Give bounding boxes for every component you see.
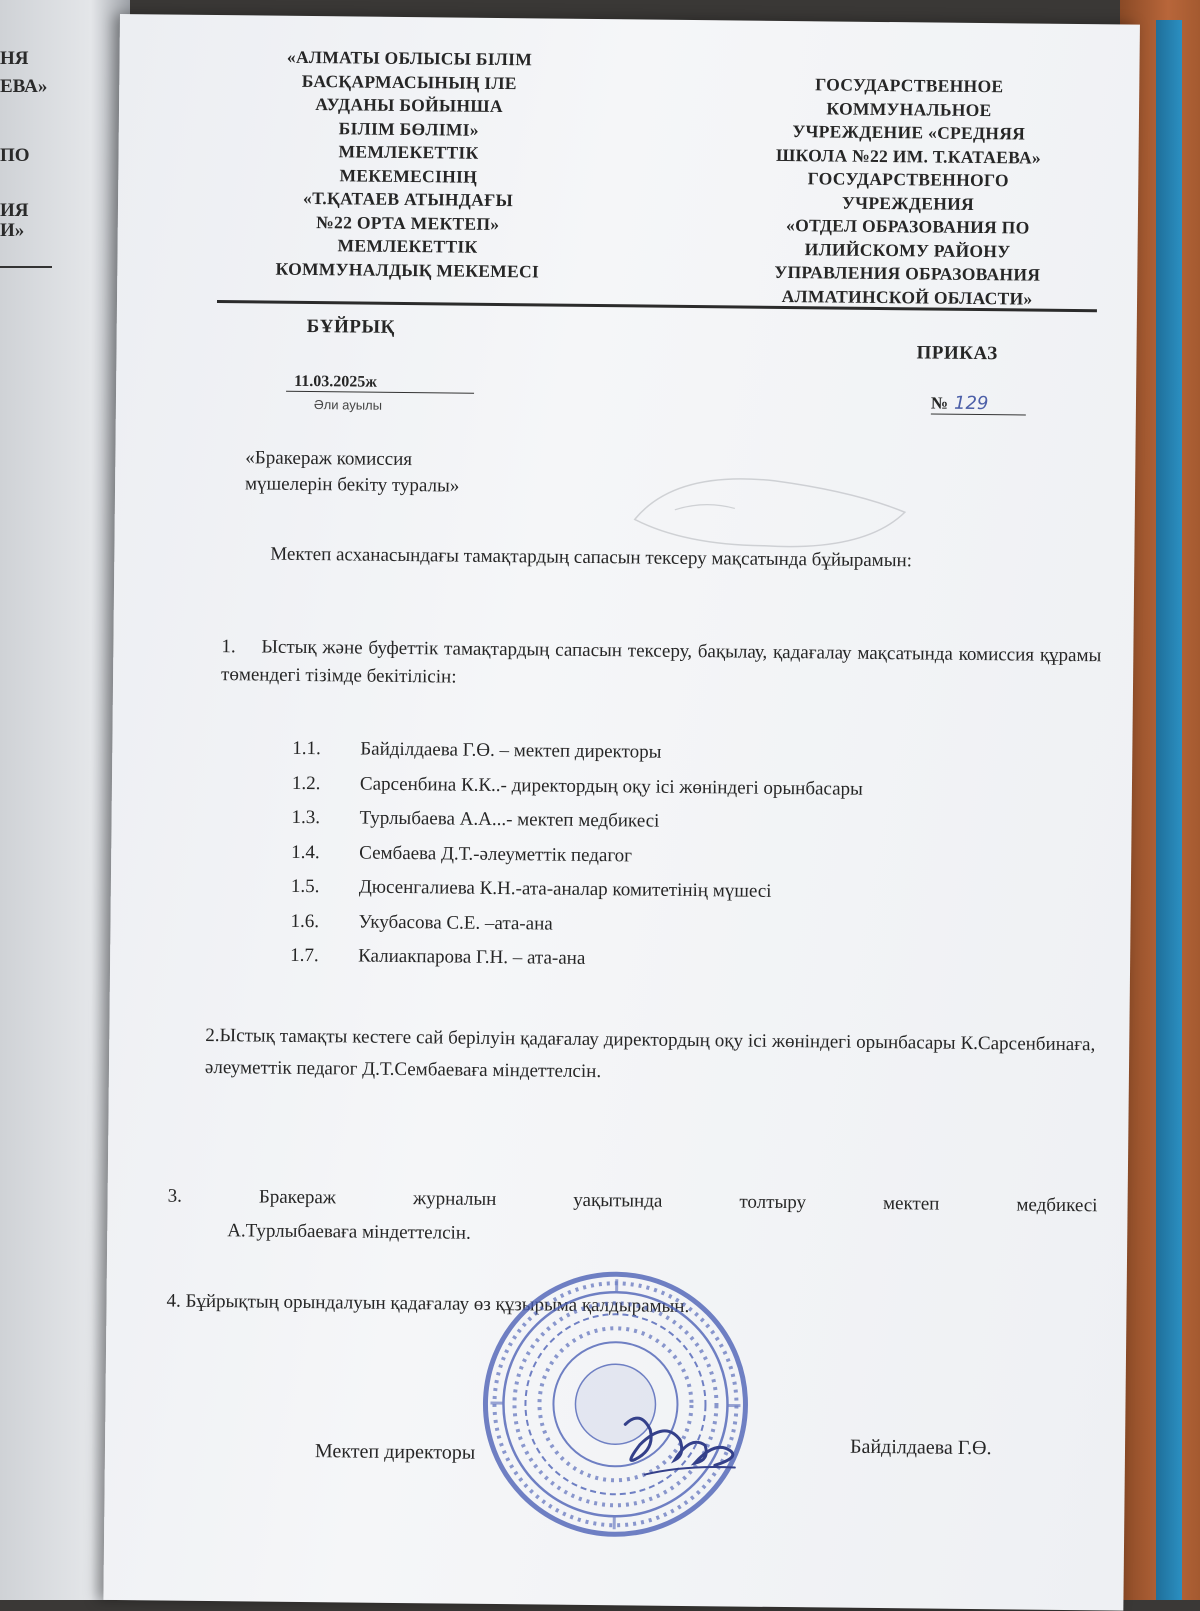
left-page-rule (0, 266, 52, 268)
order-title-kazakh: БҰЙРЫҚ (306, 315, 395, 338)
list-item (290, 939, 861, 979)
order-subject (245, 445, 460, 499)
header-line: УЧРЕЖДЕНИЯ (841, 192, 975, 214)
header-line: АУДАНЫ БОЙЫНША (315, 94, 503, 117)
member-text: Турлыбаева А.А...- мектеп медбикесі (359, 807, 660, 832)
number-sign: № (930, 393, 949, 413)
left-page-text-fragment: ПО (0, 145, 30, 166)
header-line: ГОСУДАРСТВЕННОЕ (815, 74, 1004, 97)
list-item (292, 766, 863, 806)
left-page-text-fragment: И» (0, 220, 25, 241)
header-line: УПРАВЛЕНИЯ ОБРАЗОВАНИЯ (774, 261, 1041, 285)
commission-members-list (290, 732, 863, 979)
item-3-word: медбикесі (1016, 1194, 1098, 1217)
left-page-text-fragment: НЯ (0, 48, 29, 69)
list-item (292, 732, 863, 772)
item-3-word: Бракераж (258, 1186, 337, 1209)
header-line: МЕМЛЕКЕТТІК (338, 141, 479, 163)
order-place: Әли ауылы (313, 397, 383, 413)
header-line: МЕКЕМЕСІНІҢ (339, 164, 478, 187)
document-sheet (103, 14, 1140, 1611)
item-3-word: журналын (412, 1188, 497, 1211)
header-line: «Т.ҚАТАЕВ АТЫНДАҒЫ (302, 187, 514, 211)
blue-folder-edge (1156, 20, 1182, 1600)
left-page-text-fragment: ИЯ (0, 200, 29, 221)
order-number (931, 393, 1026, 416)
item-3-word: уақытында (573, 1189, 663, 1212)
item-3-paragraph (167, 1180, 1098, 1258)
member-number: 1.3. (291, 806, 321, 829)
header-line: БАСҚАРМАСЫНЫҢ ІЛЕ (301, 70, 517, 93)
order-date: 11.03.2025ж (286, 373, 474, 394)
header-line: ИЛИЙСКОМУ РАЙОНУ (804, 238, 1011, 261)
member-number: 1.4. (291, 841, 320, 863)
header-russian (717, 72, 1099, 311)
header-line: ГОСУДАРСТВЕННОГО (807, 168, 1010, 191)
member-number: 1.5. (290, 875, 320, 898)
member-text: Сарсенбина К.К..- директордың оқу ісі жөніндегі орынбасары (359, 773, 863, 800)
member-text: Байділдаева Г.Ө. – мектеп директоры (360, 738, 662, 763)
member-text: Калиакпарова Г.Н. – ата-ана (358, 945, 586, 969)
signature-role: Мектеп директоры (314, 1440, 476, 1464)
list-item (291, 835, 862, 875)
member-number: 1.1. (292, 737, 321, 760)
item-1-text: Ыстық және буфеттік тамақтардың сапасын тексеру, бақылау, қадағалау мақсатында комиссия құрамы төмендегі тізімде бекітілісін: (220, 636, 1102, 688)
handwritten-number: 129 (953, 392, 989, 415)
handwritten-signature (595, 1404, 756, 1486)
header-line: КОММУНАЛДЫҚ МЕКЕМЕСІ (275, 258, 540, 281)
left-page-text-fragment: ЕВА» (0, 76, 48, 97)
order-title-russian: ПРИКАЗ (916, 342, 998, 365)
header-line: «АЛМАТЫ ОБЛЫСЫ БІЛІМ (286, 46, 533, 70)
header-line: АЛМАТИНСКОЙ ОБЛАСТИ» (781, 285, 1033, 309)
member-text: Укубасова С.Е. –ата-ана (358, 911, 553, 935)
signature-name: Байділдаева Г.Ө. (849, 1435, 992, 1460)
intro-paragraph: Мектеп асханасындағы тамақтардың сапасын тексеру мақсатында бұйырамын: (270, 543, 913, 572)
member-number: 1.7. (290, 944, 319, 967)
item-1-paragraph (221, 633, 1102, 698)
member-text: Дюсенгалиева К.Н.-ата-аналар комитетінің мүшесі (358, 876, 772, 902)
item-2-paragraph: 2.Ыстық тамақты кестеге сай берілуін қадағалау директордың оқу ісі жөніндегі орынбасары К.Сарсенбинаға, әлеуметтік педагог Д.Т.Сембаеваға міндеттелсін. (204, 1024, 1096, 1083)
item-3-word: мектеп (882, 1193, 940, 1215)
item-3-word: толтыру (739, 1191, 807, 1214)
member-number: 1.2. (291, 772, 321, 794)
header-line: ШКОЛА №22 ИМ. Т.КАТАЕВА» (775, 144, 1042, 168)
header-line: «ОТДЕЛ ОБРАЗОВАНИЯ ПО (785, 214, 1030, 238)
header-line: МЕМЛЕКЕТТІК (337, 235, 478, 257)
header-line: БІЛІМ БӨЛІМІ» (338, 117, 479, 140)
subject-line: «Бракераж комиссия (245, 447, 413, 471)
header-line: КОММУНАЛЬНОЕ (826, 97, 992, 120)
list-item (291, 801, 862, 841)
header-line: №22 ОРТА МЕКТЕП» (316, 211, 500, 234)
list-item (291, 870, 862, 910)
member-number: 1.6. (290, 910, 320, 932)
subject-line: мүшелерін бекіту туралы» (244, 473, 460, 497)
member-text: Сембаева Д.Т.-әлеуметтік педагог (359, 842, 633, 866)
item-4-paragraph: 4. Бұйрықтың орындалуын қадағалау өз құзырыма қалдырамын. (166, 1290, 690, 1318)
item-number: 3. (167, 1185, 182, 1207)
header-line: УЧРЕЖДЕНИЕ «СРЕДНЯЯ (792, 121, 1026, 144)
header-kazakh (217, 45, 599, 284)
item-number: 1. (221, 636, 236, 658)
item-3-second-line: А.Турлыбаеваға міндеттелсін. (227, 1220, 471, 1244)
